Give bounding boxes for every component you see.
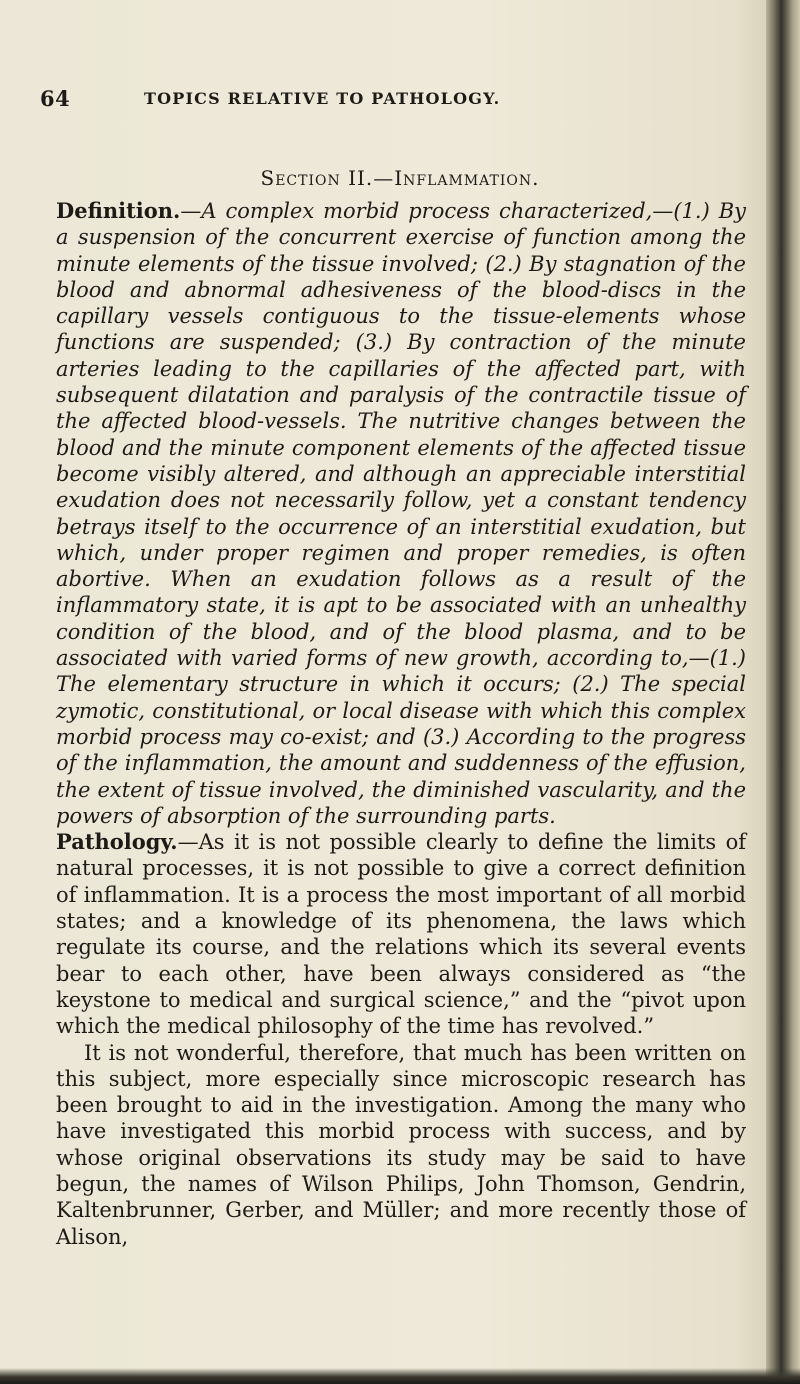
body-paragraph (56, 1040, 746, 1250)
page-header (40, 86, 740, 110)
page-number: 64 (40, 86, 71, 111)
paragraph-text: It is not wonderful, therefore, that much has been written on this subject, more especially since microscopic research has been brought to aid in the investigation. Among the many who have investigated this morbid process with success, and by whose original observations its study may be said to have begun, the names of Wilson Philips, John Thomson, Gendrin, Kaltenbrunner, Gerber, and Müller; and more recently those of Alison, (56, 1040, 746, 1249)
definition-lead: Definition. (56, 198, 181, 223)
definition-text: —A complex morbid process characterized,—(1.) By a suspension of the concurrent exercise of function among the minute elements of the tissue involved; (2.) By stagnation of the blood and abnormal adhesiveness of the blood-discs in the capillary vessels contiguous to the tissue-elements whose functions are suspended; (3.) By contraction of the minute arteries leading to the capillaries of the affected part, with subsequent dilatation and paralysis of the contractile tissue of the affected blood-vessels. The nutritive changes between the blood and the minute component elements of the affected tissue become visibly altered, and although an appreciable interstitial exudation does not necessarily follow, yet a constant tendency betrays itself to the occurrence of an interstitial exudation, but which, under proper regimen and proper remedies, is often abortive. When an exudation follows as a result of the inflammatory state, it is apt to be associated with an unhealthy condition of the blood, and of the blood plasma, and to be associated with varied forms of new growth, according to,—(1.) The elementary structure in which it occurs; (2.) The special zymotic, constitutional, or local disease with which this complex morbid process may co-exist; and (3.) According to the progress of the inflammation, the amount and suddenness of the effusion, the extent of tissue involved, the diminished vascularity, and the powers of absorption of the surrounding parts. (56, 199, 746, 828)
pathology-lead: Pathology. (56, 829, 178, 855)
page-bottom-edge (0, 1368, 800, 1384)
body-text (56, 198, 746, 1250)
pathology-paragraph (56, 829, 746, 1039)
definition-paragraph (56, 198, 746, 829)
section-title: Section II.—Inflammation. (260, 166, 540, 190)
pathology-text: —As it is not possible clearly to define the limits of natural processes, it is not possible to give a correct definition of inflammation. It is a process the most important of all morbid states; and a knowledge of its phenomena, the laws which regulate its course, and the relations which its several events bear to each other, have been always considered as “the keystone to medical and surgical science,” and the “pivot upon which the medical philosophy of the time has revolved.” (56, 830, 746, 1039)
book-spine-shadow (766, 0, 800, 1384)
running-head: TOPICS RELATIVE TO PATHOLOGY. (144, 89, 501, 108)
